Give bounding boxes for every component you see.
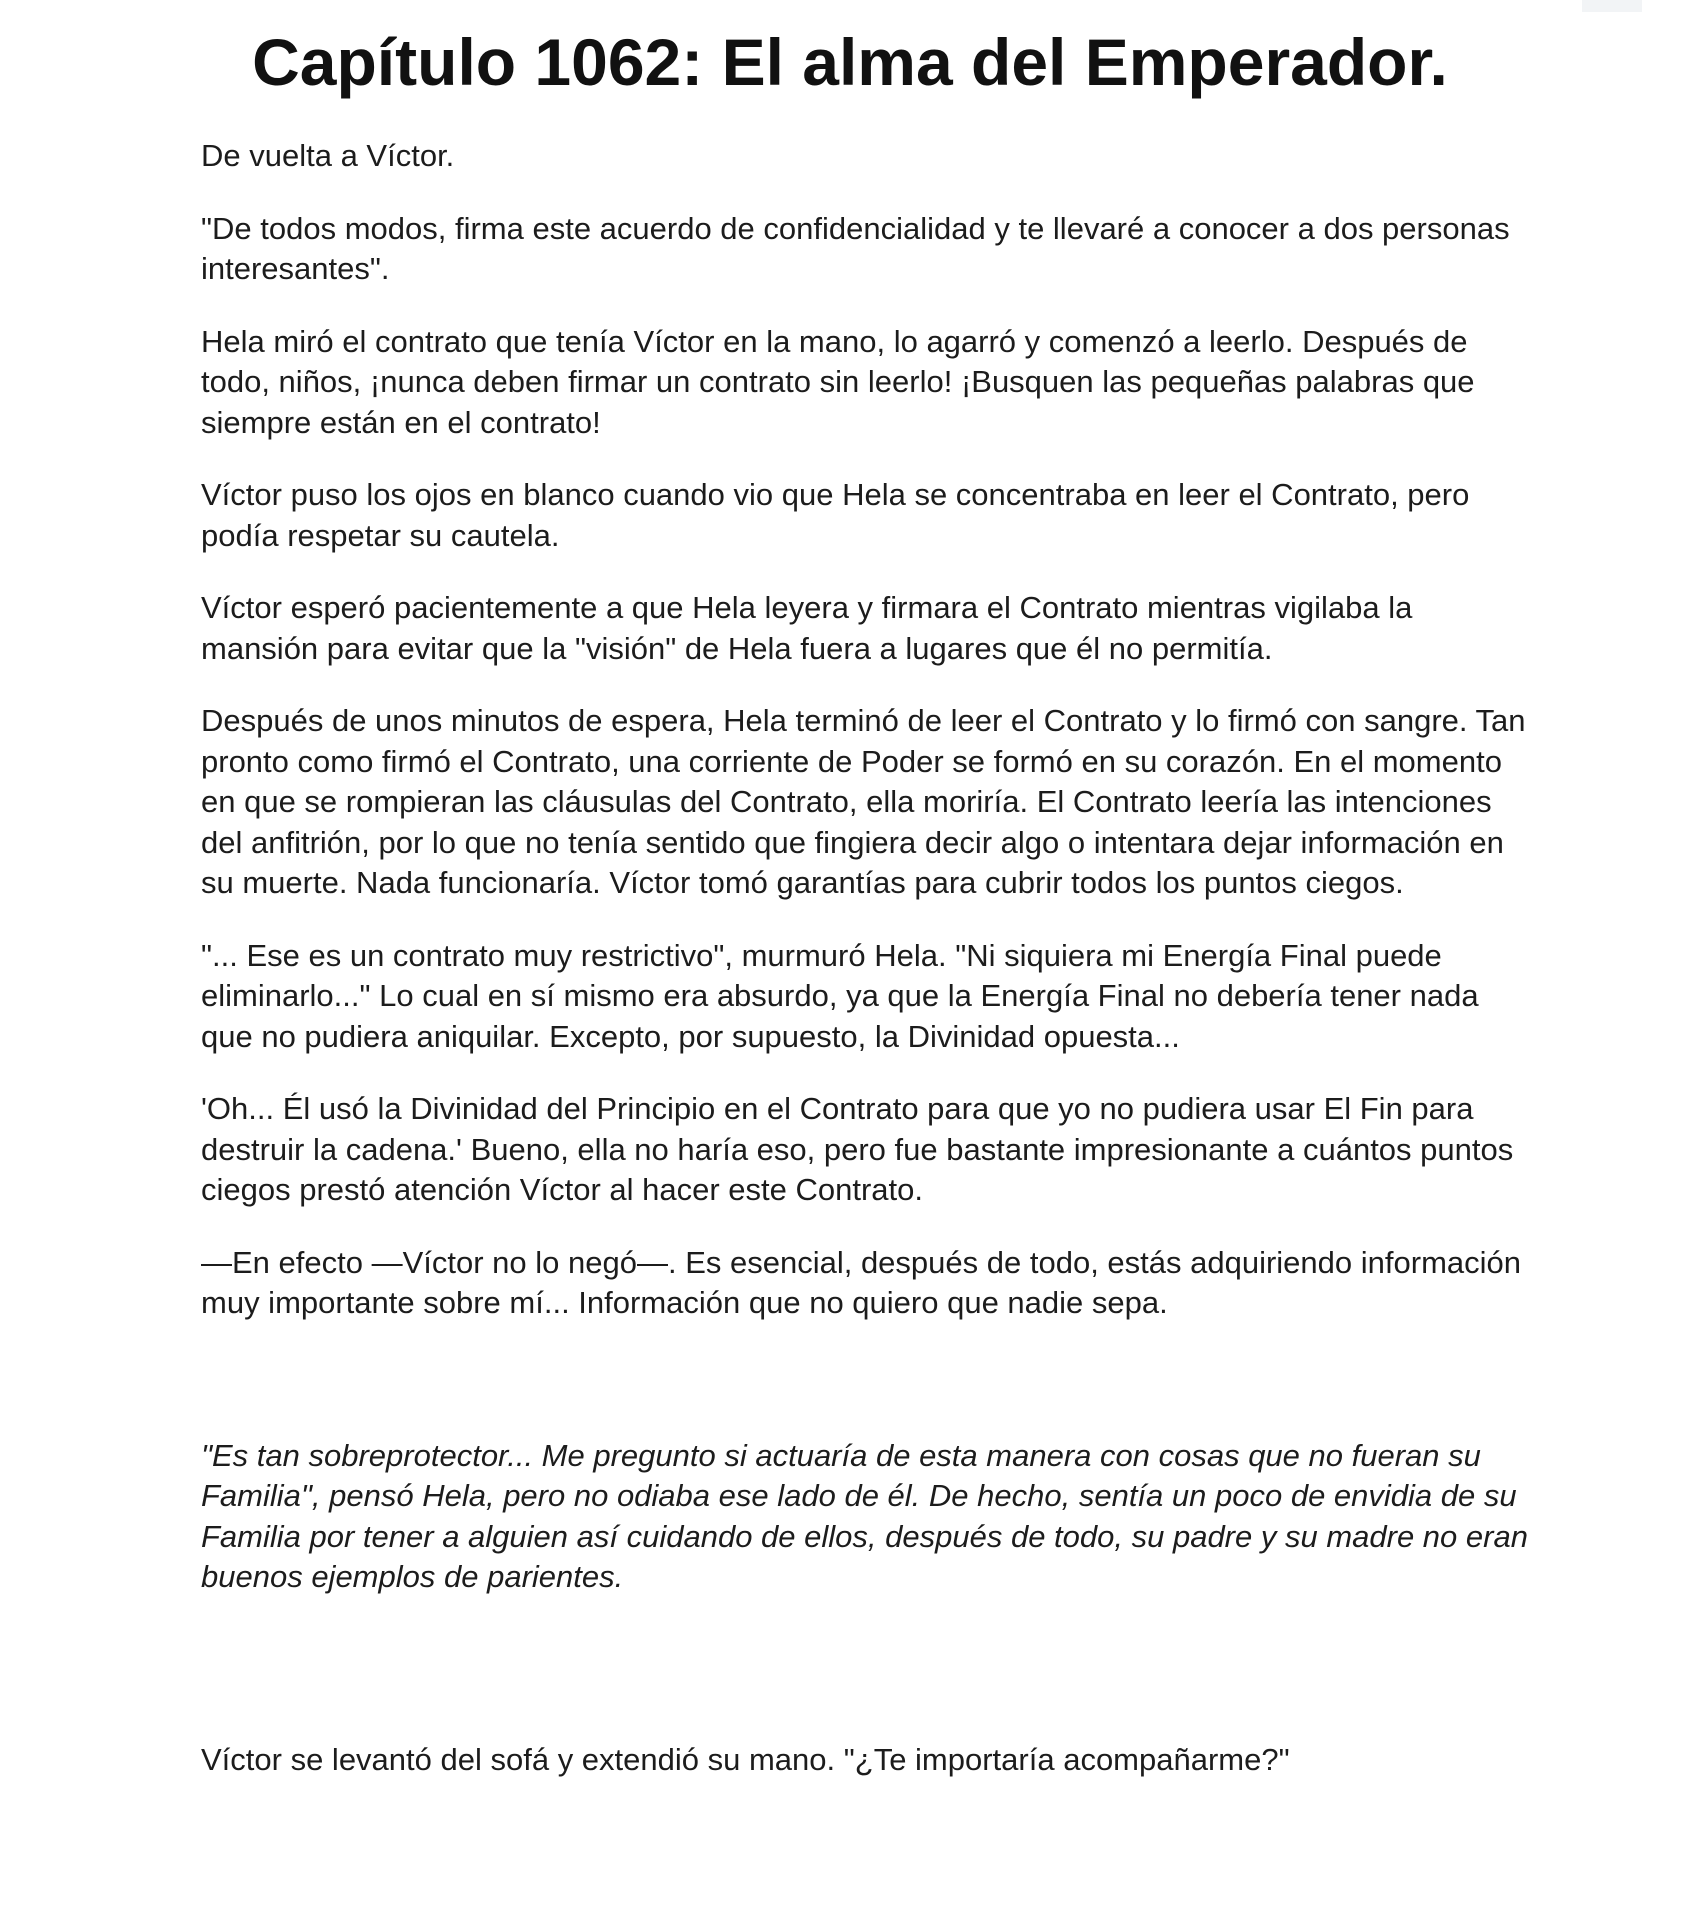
final-paragraph: Víctor se levantó del sofá y extendió su mano. "¿Te importaría acompañarme?" <box>201 1741 1290 1777</box>
paragraph-4: Víctor puso los ojos en blanco cuando vio que Hela se concentraba en leer el Contrato, pero podía respetar su cautela. <box>201 477 1470 553</box>
spacer <box>201 1630 1531 1740</box>
chapter-title: Capítulo 1062: El alma del Emperador. <box>252 25 1448 99</box>
paragraph-3: Hela miró el contrato que tenía Víctor en la mano, lo agarró y comenzó a leerlo. Después de todo, niños, ¡nunca deben firmar un contrato sin leerlo! ¡Busquen las pequeñas palabras que siempre están en el contrato! <box>201 323 1475 440</box>
paragraph-1: De vuelta a Víctor. <box>201 138 455 173</box>
paragraph-6: Después de unos minutos de espera, Hela terminó de leer el Contrato y lo firmó con sangre. Tan pronto como firmó el Contrato, una corriente de Poder se formó en su corazón. En el momento en que se rompieran las cláusulas del Contrato, ella moriría. El Contrato leería las intenciones del anfitrión, por lo que no tenía sentido que fingiera decir algo o intentara dejar información en su muerte. Nada funcionaría. Víctor tomó garantías para cubrir todos los puntos ciegos. <box>201 703 1526 900</box>
paragraph-9: —En efecto —Víctor no lo negó—. Es esencial, después de todo, estás adquiriendo información muy importante sobre mí... Información que no quiero que nadie sepa. <box>201 1244 1521 1320</box>
paragraph-5: Víctor esperó pacientemente a que Hela leyera y firmara el Contrato mientras vigilaba la mansión para evitar que la "visión" de Hela fuera a lugares que él no permitía. <box>201 590 1413 666</box>
spacer <box>201 1356 1531 1436</box>
corner-mark <box>1582 0 1642 12</box>
chapter-body <box>201 136 1531 1812</box>
paragraph-2: "De todos modos, firma este acuerdo de confidencialidad y te llevaré a conocer a dos personas interesantes". <box>201 210 1510 286</box>
paragraph-8: 'Oh... Él usó la Divinidad del Principio en el Contrato para que yo no pudiera usar El Fin para destruir la cadena.' Bueno, ella no haría eso, pero fue bastante impresionante a cuántos puntos ciegos prestó atención Víctor al hacer este Contrato. <box>201 1091 1514 1207</box>
italic-paragraph: "Es tan sobreprotector... Me pregunto si actuaría de esta manera con cosas que no fueran su Familia", pensó Hela, pero no odiaba ese lado de él. De hecho, sentía un poco de envidia de su Familia por tener a alguien así cuidando de ellos, después de todo, su padre y su madre no eran buenos ejemplos de parientes. <box>201 1437 1528 1594</box>
paragraph-7: "... Ese es un contrato muy restrictivo", murmuró Hela. "Ni siquiera mi Energía Final puede eliminarlo..." Lo cual en sí mismo era absurdo, ya que la Energía Final no debería tener nada que no pudiera aniquilar. Excepto, por supuesto, la Divinidad opuesta... <box>201 937 1479 1054</box>
